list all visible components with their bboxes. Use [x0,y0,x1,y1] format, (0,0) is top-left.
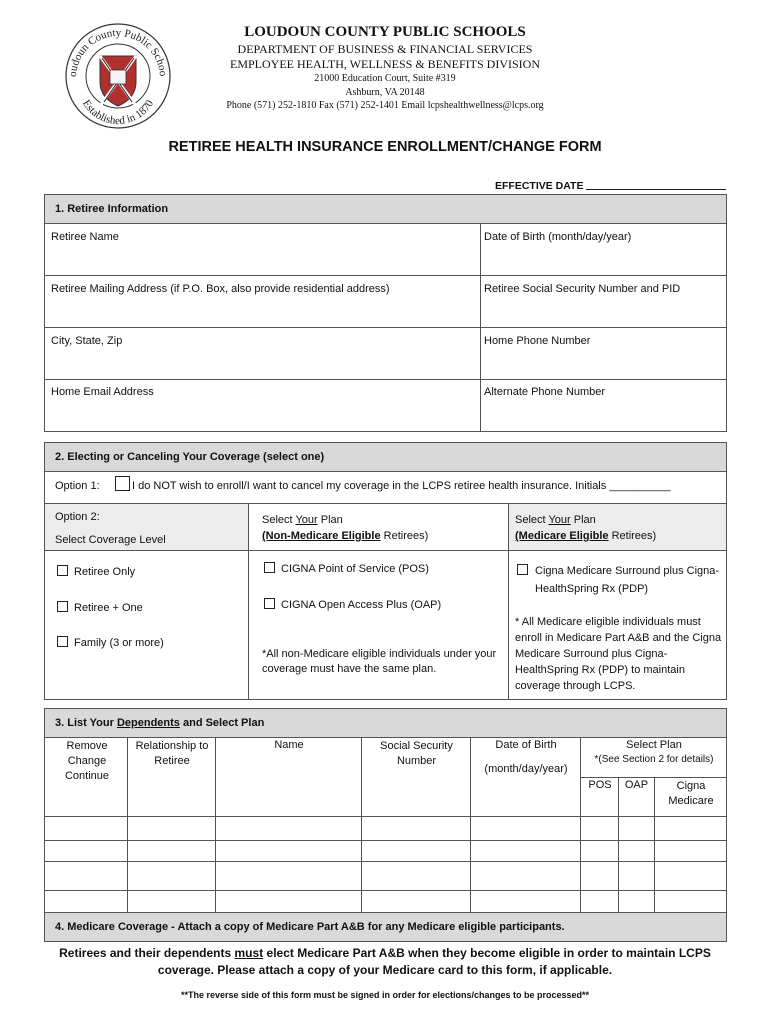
lcps-seal [62,22,174,130]
dependent-row[interactable] [45,841,726,861]
checkbox-retiree-plus-one[interactable] [57,601,68,612]
address-line-1: 21000 Education Court, Suite #319 [314,73,456,84]
mailing-address-field[interactable]: Retiree Mailing Address (if P.O. Box, also provide residential address) [51,283,390,295]
select-coverage-level: Select Coverage Level [55,534,166,546]
contact-line: Phone (571) 252-1810 Fax (571) 252-1401 Email lcpshealthwellness@lcps.org [226,100,544,111]
medicare-note: * All Medicare eligible individuals must enroll in Medicare Part A&B and the Cigna Medicare Surround plus Cigna-HealthSpring Rx (PDP) to maintain coverage through LCPS. [515,616,722,692]
plan-medicare-surround: Cigna Medicare Surround plus Cigna-HealthSpring Rx (PDP) [535,565,720,595]
col-dob-format: (month/day/year) [484,763,568,775]
checkbox-cigna-oap[interactable] [264,598,275,609]
medicare-plan-header: Select Your Plan [515,514,596,526]
checkbox-medicare-surround[interactable] [517,564,528,575]
division: EMPLOYEE HEALTH, WELLNESS & BENEFITS DIVISION [230,57,540,71]
col-oap: OAP [624,779,649,791]
dependent-row[interactable] [45,862,726,890]
checkbox-family[interactable] [57,636,68,647]
level-family[interactable]: Family (3 or more) [57,636,164,649]
dependent-row[interactable] [45,891,726,912]
non-medicare-subheader: (Non-Medicare Eligible Retirees) [262,530,429,542]
level-retiree-only[interactable]: Retiree Only [57,565,135,578]
checkbox-cigna-pos[interactable] [264,562,275,573]
date-of-birth-field[interactable]: Date of Birth (month/day/year) [484,231,632,243]
school-name: LOUDOUN COUNTY PUBLIC SCHOOLS [244,24,526,40]
ssn-pid-field[interactable]: Retiree Social Security Number and PID [484,283,681,295]
home-email-field[interactable]: Home Email Address [51,386,154,398]
footer-note: **The reverse side of this form must be signed in order for elections/changes to be processed** [180,990,590,1000]
option1-text: I do NOT wish to enroll/I want to cancel my coverage in the LCPS retiree health insurance. Initials __________ [132,480,671,492]
option1-checkbox[interactable] [115,476,130,491]
non-medicare-note: *All non-Medicare eligible individuals under your coverage must have the same plan. [262,648,497,675]
address-line-2: Ashburn, VA 20148 [345,87,425,98]
section-dependents [44,708,727,914]
footer-medicare-statement: Retirees and their dependents must elect Medicare Part A&B when they become eligible in order to maintain LCPS coverage. Please attach a copy of your Medicare card to this form, if applicable. [59,946,711,977]
home-phone-field[interactable]: Home Phone Number [484,335,591,347]
col-name: Name [274,739,304,751]
col-dob: Date of Birth [495,739,557,751]
form-title: RETIREE HEALTH INSURANCE ENROLLMENT/CHANGE FORM [168,139,602,155]
seal-bottom-text: Established in 1870 [79,97,157,128]
section3-title: 3. List Your Dependents and Select Plan [45,709,726,738]
alternate-phone-field[interactable]: Alternate Phone Number [484,386,606,398]
effective-date-label: EFFECTIVE DATE [495,180,584,192]
section4-title: 4. Medicare Coverage - Attach a copy of Medicare Part A&B for any Medicare eligible participants. [45,913,726,941]
section-coverage [44,442,727,700]
seal-top-text: oudoun County Public Schoo [66,26,170,78]
section-medicare-coverage [44,912,727,942]
level-retiree-plus-one[interactable]: Retiree + One [57,601,143,614]
option2-label: Option 2: [55,511,100,523]
col-cigna-medicare: Cigna Medicare [668,780,714,807]
section2-title: 2. Electing or Canceling Your Coverage (select one) [45,443,726,472]
dependent-row[interactable] [45,817,726,840]
department: DEPARTMENT OF BUSINESS & FINANCIAL SERVICES [237,42,533,56]
section1-title: 1. Retiree Information [45,195,726,224]
effective-date-input[interactable] [586,178,726,190]
effective-date [495,178,726,192]
plan-cigna-pos[interactable]: CIGNA Point of Service (POS) [264,562,429,575]
non-medicare-plan-header: Select Your Plan [262,514,343,526]
plan-cigna-oap[interactable]: CIGNA Open Access Plus (OAP) [264,598,441,611]
city-state-zip-field[interactable]: City, State, Zip [51,335,123,347]
col-remove-change-continue: Remove Change Continue [64,740,110,782]
medicare-subheader: (Medicare Eligible Retirees) [515,530,657,542]
col-ssn: Social Security Number [380,740,453,767]
section-retiree-information [44,194,727,432]
col-select-plan: Select Plan [626,739,682,751]
retiree-name-field[interactable]: Retiree Name [51,231,119,243]
col-pos: POS [588,779,612,791]
col-relationship: Relationship to Retiree [135,740,209,767]
checkbox-retiree-only[interactable] [57,565,68,576]
col-see-section: *(See Section 2 for details) [594,754,714,765]
option1-label: Option 1: [55,480,100,492]
